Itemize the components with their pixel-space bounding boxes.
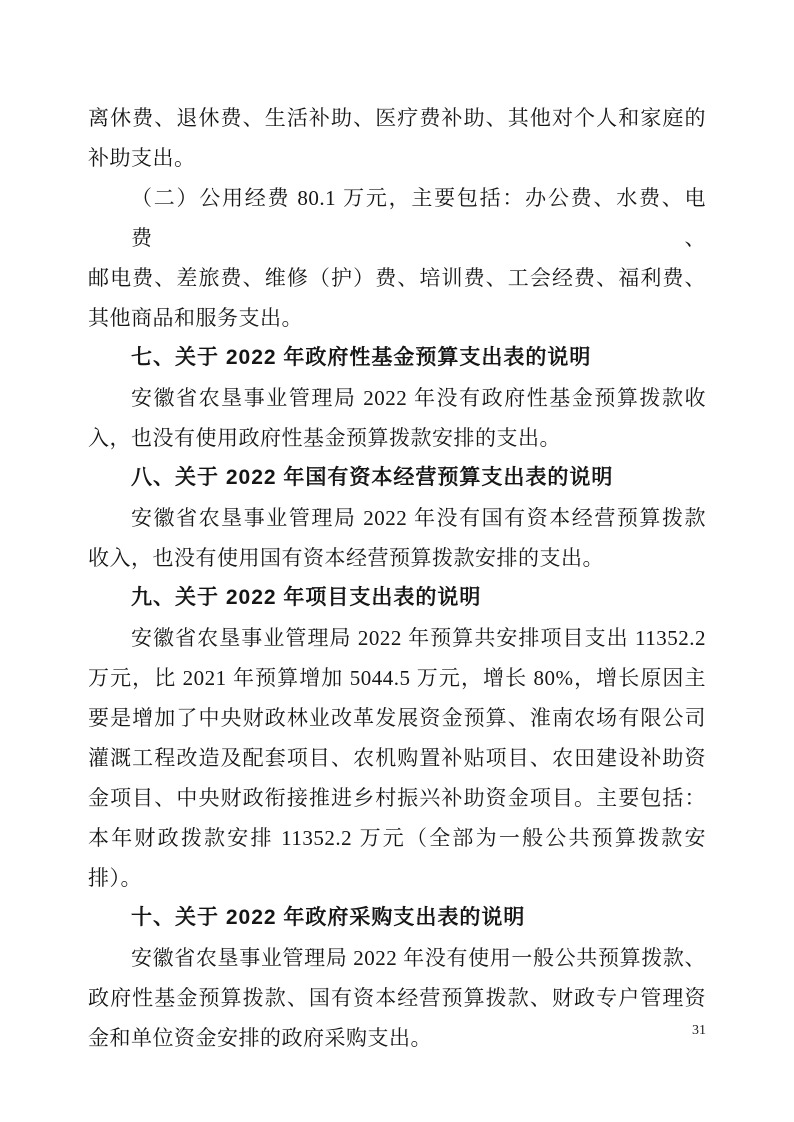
text-line: 金项目、中央财政衔接推进乡村振兴补助资金项目。主要包括： xyxy=(88,786,706,810)
text-line: 补助支出。 xyxy=(88,146,196,170)
section-heading-7: 七、关于 2022 年政府性基金预算支出表的说明 xyxy=(131,346,592,369)
text-line: 其他商品和服务支出。 xyxy=(88,306,303,330)
text-line: 离休费、退休费、生活补助、医疗费补助、其他对个人和家庭的 xyxy=(88,106,706,130)
text-line: 邮电费、差旅费、维修（护）费、培训费、工会经费、福利费、 xyxy=(88,266,706,290)
text-line: 安徽省农垦事业管理局 2022 年没有国有资本经营预算拨款 xyxy=(131,506,706,530)
text-line: 灌溉工程改造及配套项目、农机购置补贴项目、农田建设补助资 xyxy=(88,746,706,770)
section-heading-9: 九、关于 2022 年项目支出表的说明 xyxy=(131,586,482,609)
text-line: 安徽省农垦事业管理局 2022 年预算共安排项目支出 11352.2 xyxy=(131,626,706,650)
text-line: 万元，比 2021 年预算增加 5044.5 万元，增长 80%，增长原因主 xyxy=(88,666,706,690)
text-line: 入，也没有使用政府性基金预算拨款安排的支出。 xyxy=(88,426,561,450)
document-content xyxy=(88,98,706,1058)
text-line: 收入，也没有使用国有资本经营预算拨款安排的支出。 xyxy=(88,546,604,570)
text-line: 安徽省农垦事业管理局 2022 年没有使用一般公共预算拨款、 xyxy=(131,946,706,970)
text-line: 排）。 xyxy=(88,866,142,890)
text-line: （二）公用经费 80.1 万元，主要包括：办公费、水费、电费、 xyxy=(131,186,706,250)
section-heading-8: 八、关于 2022 年国有资本经营预算支出表的说明 xyxy=(131,466,614,489)
text-line: 安徽省农垦事业管理局 2022 年没有政府性基金预算拨款收 xyxy=(131,386,706,410)
text-line: 要是增加了中央财政林业改革发展资金预算、淮南农场有限公司 xyxy=(88,706,706,730)
section-heading-10: 十、关于 2022 年政府采购支出表的说明 xyxy=(131,906,526,929)
text-line: 政府性基金预算拨款、国有资本经营预算拨款、财政专户管理资 xyxy=(88,986,706,1010)
text-line: 金和单位资金安排的政府采购支出。 xyxy=(88,1026,432,1050)
text-line: 本年财政拨款安排 11352.2 万元（全部为一般公共预算拨款安 xyxy=(88,826,706,850)
page-number: 31 xyxy=(692,1023,706,1038)
